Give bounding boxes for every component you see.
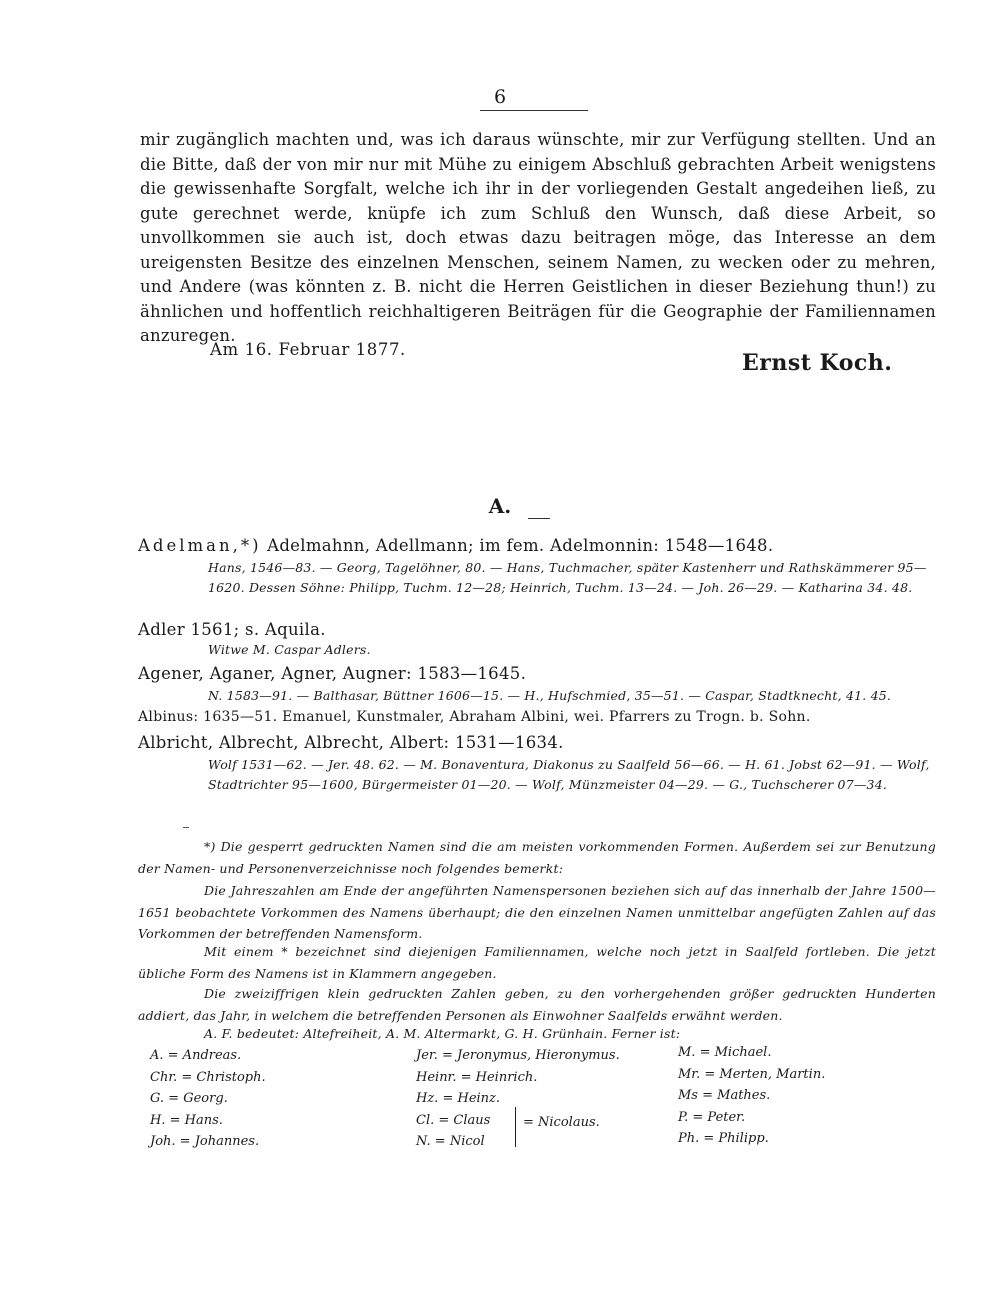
page-number: 6: [493, 86, 507, 108]
section-letter-underline: [528, 518, 550, 519]
entry-detail: [138, 558, 938, 598]
abbreviation-item: Ms = Mathes.: [678, 1088, 771, 1103]
entry-heading: [138, 536, 773, 555]
footnote-text: A. F. bedeutet: Altefreiheit, A. M. Altermarkt, G. H. Grünhain. Ferner ist:: [204, 1026, 681, 1041]
entry-detail: [138, 686, 938, 706]
abbreviation-item: M. = Michael.: [678, 1045, 772, 1060]
section-letter: A.: [488, 494, 512, 518]
entry-heading-text: Albinus: 1635—51. Emanuel, Kunstmaler, Abraham Albini, wei. Pfarrers zu Trogn. b. Sohn.: [138, 709, 811, 725]
footnote-text: Mit einem * bezeichnet sind diejenigen Familiennamen, welche noch jetzt in Saalfeld fortleben. Die jetzt übliche Form des Namens ist in Klammern angegeben.: [138, 944, 936, 981]
footnote-text: *) Die gesperrt gedruckten Namen sind die am meisten vorkommenden Formen. Außerdem sei zur Benutzung der Namen- und Personenverzeichnisse noch folgendes bemerkt:: [138, 839, 936, 876]
entry-heading-text: Albricht, Albrecht, Albrecht, Albert: 1531—1634.: [138, 733, 564, 752]
entry-heading: [138, 664, 526, 683]
abbreviation-item: N. = Nicol: [416, 1134, 485, 1149]
footnote-paragraph: [138, 880, 936, 945]
entry-heading-text: Agener, Aganer, Agner, Augner: 1583—1645.: [138, 664, 527, 683]
abbreviation-item: Chr. = Christoph.: [150, 1069, 266, 1085]
abbreviation-item: Joh. = Johannes.: [150, 1134, 260, 1149]
preface-paragraph: mir zugänglich machten und, was ich daraus wünschte, mir zur Verfügung stellten. Und an die Bitte, daß der von mir nur mit Mühe zu einigem Abschluß gebrachten Arbeit wenigstens die gewissenhafte Sorgfalt, welche ich ihr in der vorliegenden Gestalt angedeihen ließ, zu gute gerechnet werde, knüpfe ich zum Schluß den Wunsch, daß diese Arbeit, so unvollkommen sie auch ist, doch etwas dazu beitragen möge, das Interesse an dem ureigensten Besitze des einzelnen Menschen, seinem Namen, zu wecken oder zu mehren, und Andere (was könnten z. B. nicht die Herren Geistlichen in dieser Beziehung thun!) zu ähnlichen und hoffentlich reichhaltigeren Beiträgen für die Geographie der Familiennamen anzuregen.: [140, 130, 936, 345]
entry-detail: [138, 640, 938, 660]
abbreviation-item: P. = Peter.: [678, 1109, 746, 1125]
abbreviation-item: Hz. = Heinz.: [416, 1091, 501, 1106]
abbreviation-item: A. = Andreas.: [150, 1048, 242, 1063]
abbreviation-column: [678, 1042, 825, 1150]
abbreviation-item: Heinr. = Heinrich.: [416, 1069, 538, 1085]
entry-detail-text: Wolf 1531—62. — Jer. 48. 62. — M. Bonaventura, Diakonus zu Saalfeld 56—66. — H. 61. Jobst 62—91. — Wolf, Stadtrichter 95—1600, Bürgermeister 01—20. — Wolf, Münzmeister 04—29. — G., Tuchscherer 07—34.: [208, 757, 930, 792]
entry-detail-text: Witwe M. Caspar Adlers.: [208, 642, 371, 657]
entry-heading: [138, 709, 811, 725]
abbreviation-item: Ph. = Philipp.: [678, 1131, 769, 1146]
footnote-text: Die zweiziffrigen klein gedruckten Zahlen geben, zu den vorhergehenden größer gedruckten Hunderten addiert, das Jahr, in welchem die betreffenden Personen als Einwohner Saalfelds erwähnt werden.: [138, 986, 936, 1023]
footnote-paragraph: [138, 836, 936, 879]
entry-detail: [138, 755, 938, 795]
entry-heading-text: Adler 1561; s. Aquila.: [138, 620, 326, 639]
header-rule: [480, 110, 588, 111]
entry-detail-text: N. 1583—91. — Balthasar, Büttner 1606—15. — H., Hufschmied, 35—51. — Caspar, Stadtknecht, 41. 45.: [208, 688, 892, 703]
abbreviation-item: Mr. = Merten, Martin.: [678, 1066, 826, 1082]
preface-date: Am 16. Februar 1877.: [210, 340, 406, 359]
author-signature: Ernst Koch.: [742, 350, 893, 376]
entry-heading-spaced: Adelman,*): [138, 536, 262, 555]
footnote-paragraph: [138, 983, 936, 1026]
abbreviation-item: Jer. = Jeronymus, Hieronymus.: [416, 1048, 620, 1063]
footnote-text: Die Jahreszahlen am Ende der angeführten Namenspersonen beziehen sich auf das innerhalb der Jahre 1500—1651 beobachtete Vorkommen des Namens überhaupt; die den einzelnen Namen unmittelbar angefügten Zahlen auf das Vorkommen der betreffenden Namensform.: [138, 883, 936, 941]
brace: [515, 1107, 516, 1147]
abbreviation-item: H. = Hans.: [150, 1112, 223, 1128]
brace-label: = Nicolaus.: [523, 1115, 600, 1130]
entry-heading: [138, 733, 564, 752]
footnote-paragraph: [138, 941, 936, 984]
abbreviation-column: [416, 1045, 620, 1153]
abbreviation-item: G. = Georg.: [150, 1091, 228, 1106]
entry-heading: [138, 620, 326, 639]
abbreviation-column: [150, 1045, 266, 1153]
abbreviation-item: Cl. = Claus: [416, 1112, 491, 1128]
entry-heading-text: Adelmahnn, Adellmann; im fem. Adelmonnin: 1548—1648.: [261, 536, 774, 555]
entry-detail-text: Hans, 1546—83. — Georg, Tagelöhner, 80. — Hans, Tuchmacher, später Kastenherr und Rathskämmerer 95—1620. Dessen Söhne: Philipp, Tuchm. 12—28; Heinrich, Tuchm. 13—24. — Joh. 26—29. — Katharina 34. 48.: [208, 560, 927, 595]
footnote-separator: [183, 827, 189, 828]
